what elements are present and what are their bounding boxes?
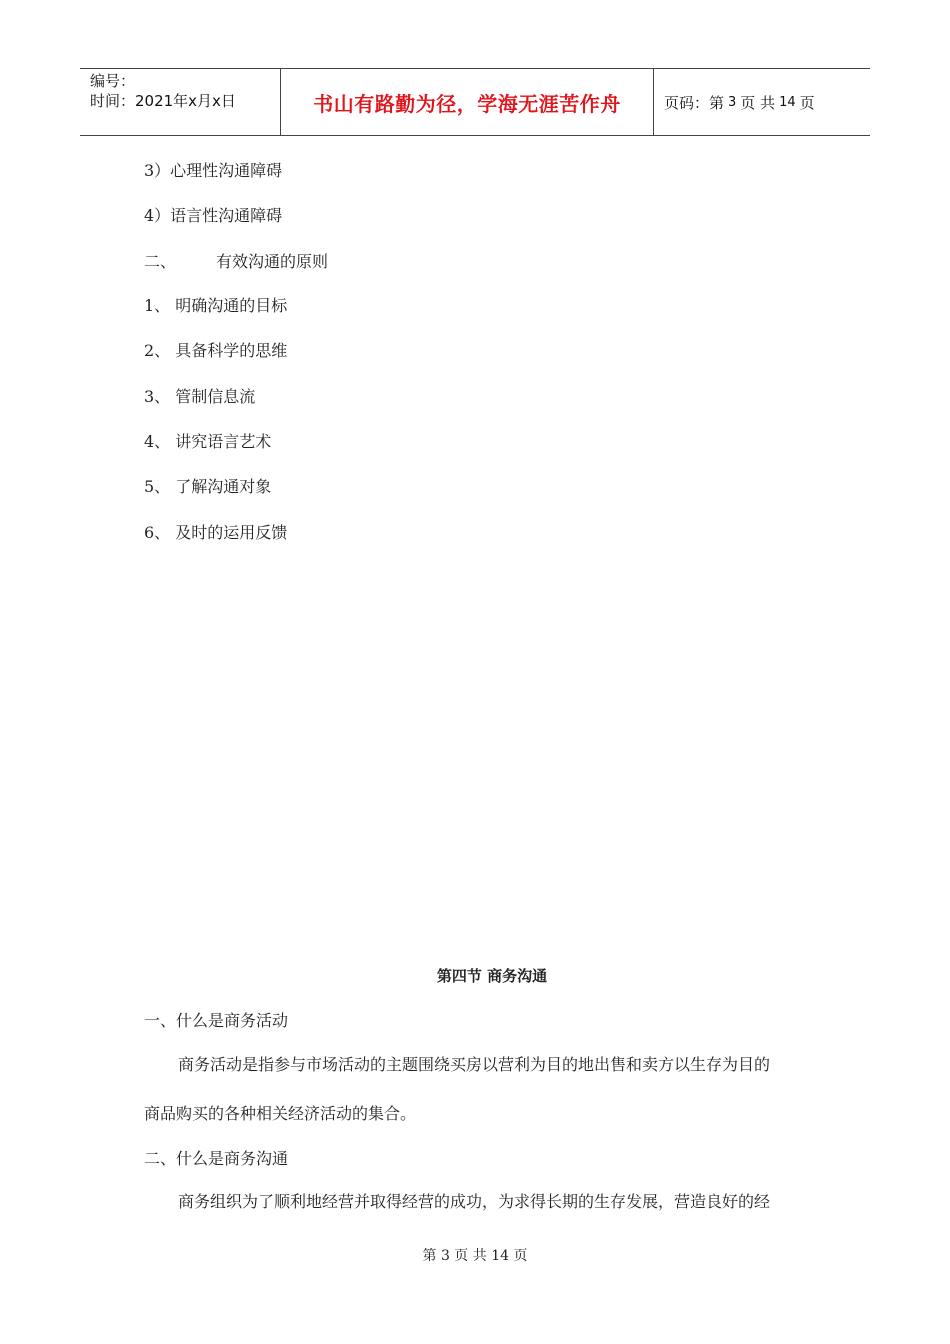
page-total: 14 bbox=[779, 94, 796, 110]
principle-item: 2、 具备科学的思维 bbox=[144, 341, 288, 360]
paragraph-2-line-1: 商务组织为了顺利地经营并取得经营的成功，为求得长期的生存发展，营造良好的经 bbox=[178, 1192, 771, 1211]
principle-item: 3、 管制信息流 bbox=[144, 387, 256, 406]
chapter-title: 第四节 商务沟通 bbox=[436, 967, 548, 985]
barrier-item-4: 4）语言性沟通障碍 bbox=[144, 206, 283, 225]
barrier-item-3: 3）心理性沟通障碍 bbox=[144, 161, 283, 180]
page-footer: 第 3 页 共 14 页 bbox=[422, 1248, 528, 1264]
principle-item: 5、 了解沟通对象 bbox=[144, 477, 272, 496]
page-suffix: 页 bbox=[799, 93, 815, 112]
page-header bbox=[80, 68, 870, 136]
principle-item: 4、 讲究语言艺术 bbox=[144, 432, 272, 451]
section-number: 二、 bbox=[144, 252, 177, 271]
header-meta-cell bbox=[80, 69, 281, 135]
principle-item: 6、 及时的运用反馈 bbox=[144, 523, 288, 542]
header-motto: 书山有路勤为径，学海无涯苦作舟 bbox=[281, 69, 654, 135]
document-number-label: 编号： bbox=[90, 72, 136, 90]
question-heading-2: 二、什么是商务沟通 bbox=[144, 1149, 289, 1168]
question-heading-1: 一、什么是商务活动 bbox=[144, 1011, 289, 1030]
page-prefix: 页码：第 bbox=[664, 93, 725, 112]
section-title: 有效沟通的原则 bbox=[216, 252, 329, 271]
paragraph-1-line-1: 商务活动是指参与市场活动的主题围绕买房以营利为目的地出售和卖方以生存为目的 bbox=[178, 1055, 771, 1074]
document-date-label: 时间：2021年x月x日 bbox=[90, 92, 236, 110]
page-current: 3 bbox=[728, 94, 737, 110]
page-middle: 页 共 bbox=[740, 93, 776, 112]
section-heading-principles bbox=[144, 252, 328, 272]
principle-item: 1、 明确沟通的目标 bbox=[144, 296, 288, 315]
paragraph-1-line-2: 商品购买的各种相关经济活动的集合。 bbox=[144, 1104, 417, 1123]
header-page-indicator bbox=[654, 69, 870, 135]
